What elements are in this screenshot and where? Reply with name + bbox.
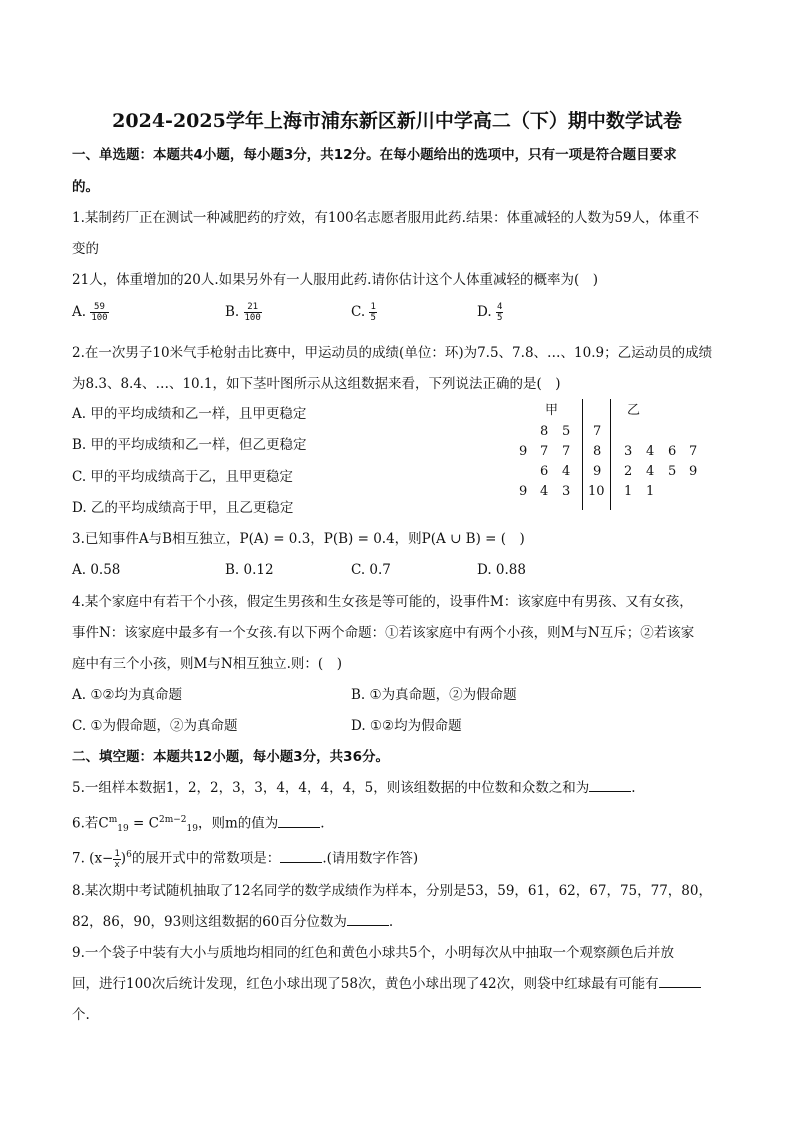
q9-text-2: 回，进行100次后统计发现，红色小球出现了58次，黄色小球出现了42次，则袋中红球最有可能有 — [72, 975, 701, 993]
leaf: 8 — [540, 424, 549, 439]
leaf: 1 — [624, 484, 633, 499]
q2-option-b: B. 甲的平均成绩和乙一样，但乙更稳定 — [72, 437, 307, 453]
q8-text: 8.某次期中考试随机抽取了12名同学的数学成绩作为样本，分别是53，59，61，62，67，75，77，80， — [72, 883, 712, 899]
q2-text-2: 为8.3、8.4、…、10.1，如下茎叶图所示从这组数据来看，下列说法正确的是( ) — [72, 376, 561, 392]
q4-text-3: 庭中有三个小孩，则M与N相互独立.则：( ) — [72, 656, 342, 672]
q2-option-d: D. 乙的平均成绩高于甲，且乙更稳定 — [72, 500, 294, 516]
stem: 10 — [588, 484, 605, 499]
q4-option-b: B. ①为真命题，②为假命题 — [351, 687, 517, 703]
stem: 8 — [593, 444, 602, 459]
leaf: 4 — [540, 484, 549, 499]
q1-option-b: B. $\frac{21}{100}$ — [225, 302, 261, 323]
leaf: 5 — [668, 464, 677, 479]
q2-text: 2.在一次男子10米气手枪射击比赛中，甲运动员的成绩(单位：环)为7.5、7.8、…、10.9；乙运动员的成绩 — [72, 345, 713, 361]
q9-text: 9.一个袋子中装有大小与质地均相同的红色和黄色小球共5个，小明每次从中抽取一个观察颜色后并放 — [72, 945, 674, 961]
q8-text-2: 82，86，90，93则这组数据的60百分位数为 . — [72, 914, 394, 930]
q4-option-c: C. ①为假命题，②为真命题 — [72, 718, 238, 734]
answer-blank — [589, 779, 631, 792]
section1-header-cont: 的。 — [72, 179, 99, 195]
q3-option-a: A. 0.58 — [72, 562, 121, 578]
section2-header: 二、填空题：本题共12小题，每小题3分，共36分。 — [72, 749, 389, 765]
leaf: 9 — [519, 484, 528, 499]
q4-option-a: A. ①②均为真命题 — [72, 687, 183, 703]
q3-option-c: C. 0.7 — [351, 562, 391, 578]
q3-option-d: D. 0.88 — [477, 562, 526, 578]
leaf: 4 — [646, 464, 655, 479]
leaf: 4 — [646, 444, 655, 459]
q9-text-3: 个. — [72, 1007, 90, 1023]
page-title: 2024-2025学年上海市浦东新区新川中学高二（下）期中数学试卷 — [112, 110, 682, 132]
stem-leaf-header-left: 甲 — [545, 403, 559, 418]
q4-text-2: 事件N：该家庭中最多有一个女孩.有以下两个命题：①若该家庭中有两个小孩，则M与N互斥；②若该家 — [72, 625, 695, 641]
stem: 7 — [593, 424, 602, 439]
q3-option-b: B. 0.12 — [225, 562, 274, 578]
stem: 9 — [593, 464, 602, 479]
stem-leaf-header-right: 乙 — [627, 403, 641, 418]
leaf: 6 — [668, 444, 677, 459]
answer-blank — [659, 975, 701, 988]
leaf: 3 — [624, 444, 633, 459]
stem-divider-right — [610, 399, 611, 510]
fraction: $\frac{21}{100}$ — [244, 302, 261, 323]
leaf: 2 — [624, 464, 633, 479]
answer-blank — [278, 815, 320, 828]
leaf: 7 — [562, 444, 571, 459]
q1-text-3: 21人，体重增加的20人.如果另外有一人服用此药.请你估计这个人体重减轻的概率为( ) — [72, 272, 598, 288]
fraction: $\frac{1}{x}$ — [114, 848, 120, 870]
leaf: 9 — [519, 444, 528, 459]
q1-text: 1.某制药厂正在测试一种减肥药的疗效，有100名志愿者服用此药.结果：体重减轻的人数为59人，体重不 — [72, 210, 700, 226]
fraction: $\frac{1}{5}$ — [370, 302, 376, 323]
leaf: 6 — [540, 464, 549, 479]
leaf: 5 — [562, 424, 571, 439]
q5-text: 5.一组样本数据1，2，2，3，3，4，4，4，4，5，则该组数据的中位数和众数之和为 . — [72, 780, 636, 796]
leaf: 7 — [689, 444, 698, 459]
section1-header: 一、单选题：本题共4小题，每小题3分，共12分。在每小题给出的选项中，只有一项是符合题目要求 — [72, 147, 677, 163]
fraction: $\frac{4}{5}$ — [496, 302, 503, 323]
leaf: 3 — [562, 484, 571, 499]
q4-option-d: D. ①②均为假命题 — [351, 718, 462, 734]
leaf: 4 — [562, 464, 571, 479]
q4-text: 4.某个家庭中有若干个小孩，假定生男孩和生女孩是等可能的，设事件M：该家庭中有男孩、又有女孩， — [72, 594, 693, 610]
answer-blank — [280, 850, 322, 863]
q1-option-a: A. $\frac{59}{100}$ — [72, 302, 108, 323]
q6-text: 6.若$C^m_{19} = C^{2m-2}_{19}$，则m的值为 . — [72, 815, 325, 835]
leaf: 1 — [646, 484, 655, 499]
q1-option-c: C. $\frac{1}{5}$ — [351, 302, 376, 323]
stem-divider-left — [582, 399, 583, 510]
q1-text-2: 变的 — [72, 241, 99, 257]
q3-text: 3.已知事件A与B相互独立，P(A) = 0.3，P(B) = 0.4，则P(A ∪ B) = ( ) — [72, 531, 525, 547]
answer-blank — [347, 913, 389, 926]
q1-option-d: D. $\frac{4}{5}$ — [477, 302, 503, 323]
leaf: 9 — [689, 464, 698, 479]
q2-option-c: C. 甲的平均成绩高于乙，且甲更稳定 — [72, 469, 293, 485]
q2-option-a: A. 甲的平均成绩和乙一样，且甲更稳定 — [72, 406, 307, 422]
leaf: 7 — [540, 444, 549, 459]
fraction: $\frac{59}{100}$ — [91, 302, 108, 323]
q7-text: 7. (x− $\frac{1}{x}$ )$^6$的展开式中的常数项是： .(请用数字作答) — [72, 848, 419, 870]
